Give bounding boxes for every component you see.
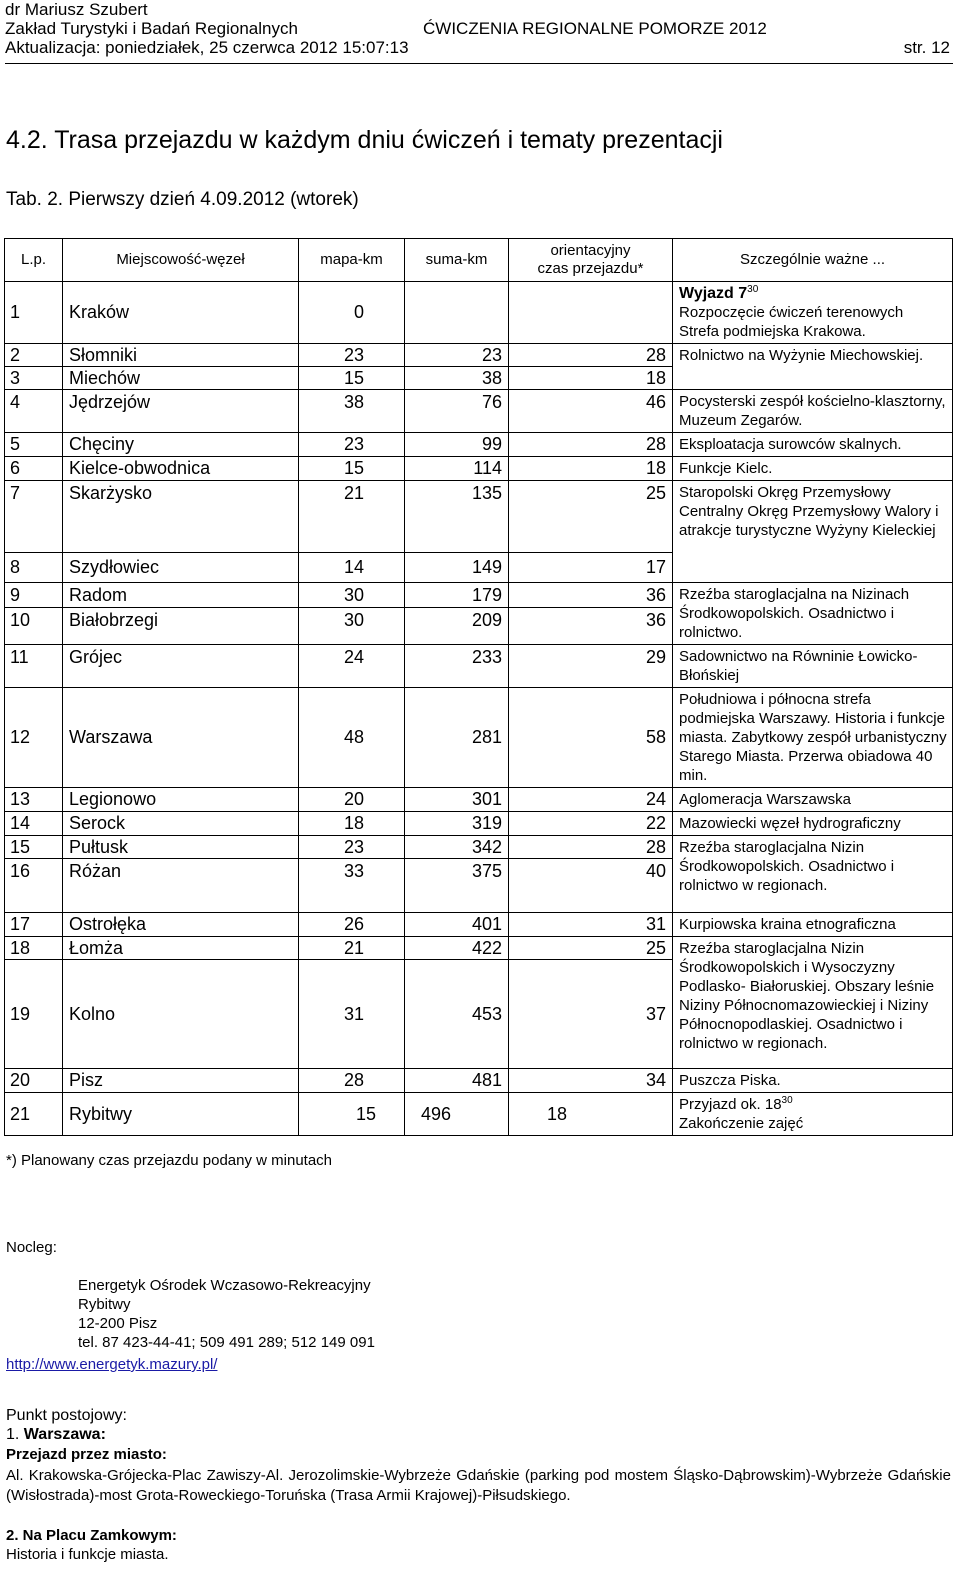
cell-note: Aglomeracja Warszawska	[673, 788, 953, 812]
cell-time: 22	[509, 812, 673, 836]
cell-place: Kolno	[63, 960, 299, 1069]
cell-sum-km: 149	[405, 553, 509, 583]
cell-time: 18	[509, 367, 673, 390]
cell-place: Grójec	[63, 645, 299, 688]
footnote: *) Planowany czas przejazdu podany w minutach	[6, 1152, 333, 1169]
stop-label: Punkt postojowy:	[6, 1407, 127, 1424]
cell-lp: 14	[5, 812, 63, 836]
cell-sum-km: 401	[405, 913, 509, 937]
cell-sum-km: 281	[405, 688, 509, 788]
update-timestamp: Aktualizacja: poniedziałek, 25 czerwca 2012 15:07:13	[5, 38, 409, 57]
lodging-label: Nocleg:	[6, 1239, 57, 1256]
cell-note	[673, 282, 953, 344]
table-row	[5, 937, 953, 960]
cell-lp: 13	[5, 788, 63, 812]
cell-lp: 20	[5, 1069, 63, 1093]
cell-lp: 2	[5, 344, 63, 367]
cell-sum-km: 38	[405, 367, 509, 390]
table-row	[5, 688, 953, 788]
col-header-lp: L.p.	[5, 239, 63, 282]
page-number: str. 12	[903, 38, 950, 57]
cell-time: 25	[509, 481, 673, 553]
cell-map-km: 33	[299, 859, 405, 913]
cell-time: 31	[509, 913, 673, 937]
cell-map-km: 23	[299, 836, 405, 859]
table-row	[5, 645, 953, 688]
cell-map-km: 30	[299, 608, 405, 645]
cell-sum-km: 76	[405, 390, 509, 433]
col-header-time-line1: orientacyjny	[550, 242, 631, 259]
cell-place: Legionowo	[63, 788, 299, 812]
route-table	[4, 238, 953, 1136]
cell-note: Sadownictwo na Równinie Łowicko-Błońskiej	[673, 645, 953, 688]
cell-sum-km: 301	[405, 788, 509, 812]
cell-time: 28	[509, 433, 673, 457]
cell-place: Miechów	[63, 367, 299, 390]
table-row	[5, 583, 953, 608]
cell-place: Szydłowiec	[63, 553, 299, 583]
stop-subheading: Przejazd przez miasto:	[6, 1446, 167, 1463]
cell-sum-km: 23	[405, 344, 509, 367]
cell-lp: 3	[5, 367, 63, 390]
cell-place: Skarżysko	[63, 481, 299, 553]
cell-note: Rzeźba staroglacjalna Nizin Środkowopolskich. Osadnictwo i rolnictwo w regionach.	[673, 836, 953, 913]
table-row	[5, 788, 953, 812]
cell-map-km: 38	[299, 390, 405, 433]
note-arrival-minutes: 30	[781, 1095, 793, 1106]
cell-map-km: 23	[299, 344, 405, 367]
cell-time: 28	[509, 836, 673, 859]
cell-map-km: 30	[299, 583, 405, 608]
cell-map-km: 21	[299, 937, 405, 960]
cell-lp: 18	[5, 937, 63, 960]
table-row	[5, 433, 953, 457]
cell-map-km: 28	[299, 1069, 405, 1093]
cell-lp: 19	[5, 960, 63, 1069]
cell-note: Południowa i północna strefa podmiejska Warszawy. Historia i funkcje miasta. Zabytkowy zespół urbanistyczny Starego Miasta. Przerwa obiadowa 40 min.	[673, 688, 953, 788]
table-row	[5, 1093, 953, 1136]
cell-place: Warszawa	[63, 688, 299, 788]
cell-place: Różan	[63, 859, 299, 913]
cell-lp: 5	[5, 433, 63, 457]
cell-lp: 4	[5, 390, 63, 433]
table-row	[5, 344, 953, 367]
cell-note: Funkcje Kielc.	[673, 457, 953, 481]
cell-sum-km: 114	[405, 457, 509, 481]
col-header-time-line2: czas przejazdu*	[537, 260, 644, 277]
cell-note: Mazowiecki węzeł hydrograficzny	[673, 812, 953, 836]
cell-lp: 10	[5, 608, 63, 645]
cell-place: Kielce-obwodnica	[63, 457, 299, 481]
cell-note: Staropolski Okręg Przemysłowy Centralny Okręg Przemysłowy Walory i atrakcje turystyczne Wyżyny Kieleckiej	[673, 481, 953, 583]
table-row	[5, 282, 953, 344]
cell-place: Ostrołęka	[63, 913, 299, 937]
table-row	[5, 457, 953, 481]
cell-place: Słomniki	[63, 344, 299, 367]
cell-sum-km: 233	[405, 645, 509, 688]
col-header-place: Miejscowość-węzeł	[63, 239, 299, 282]
cell-note: Puszcza Piska.	[673, 1069, 953, 1093]
cell-place: Łomża	[63, 937, 299, 960]
cell-lp: 6	[5, 457, 63, 481]
cell-note: Pocysterski zespół kościelno-klasztorny, Muzeum Zegarów.	[673, 390, 953, 433]
cell-note: Rzeźba staroglacjalna Nizin Środkowopolskich i Wysoczyzny Podlasko- Białoruskiej. Obszary leśnie Niziny Północnomazowieckiej i Niziny Północnopodlaskiej. Osadnictwo i rolnictwo w regionach.	[673, 937, 953, 1069]
cell-map-km: 15	[299, 1093, 405, 1136]
lodging-phone: tel. 87 423-44-41; 509 491 289; 512 149 091	[78, 1334, 375, 1351]
col-header-map-km: mapa-km	[299, 239, 405, 282]
page-header	[5, 0, 955, 57]
cell-time: 18	[509, 457, 673, 481]
cell-place: Białobrzegi	[63, 608, 299, 645]
cell-map-km: 14	[299, 553, 405, 583]
cell-sum-km: 453	[405, 960, 509, 1069]
castle-square-text: Historia i funkcje miasta.	[6, 1546, 169, 1563]
table-row	[5, 1069, 953, 1093]
header-divider	[5, 63, 953, 64]
cell-sum-km: 481	[405, 1069, 509, 1093]
cell-place: Radom	[63, 583, 299, 608]
col-header-notes: Szczególnie ważne ...	[673, 239, 953, 282]
cell-sum-km: 179	[405, 583, 509, 608]
cell-place: Pułtusk	[63, 836, 299, 859]
cell-map-km: 15	[299, 367, 405, 390]
cell-time: 36	[509, 583, 673, 608]
table-row	[5, 481, 953, 553]
note-arrival: Przyjazd ok. 18	[679, 1096, 782, 1113]
cell-lp: 11	[5, 645, 63, 688]
city-route-description: Al. Krakowska-Grójecka-Plac Zawiszy-Al. Jerozolimskie-Wybrzeże Gdańskie (parking pod mostem Śląsko-Dąbrowskim)-Wybrzeże Gdańskie (Wisłostrada)-most Grota-Roweckiego-Toruńska (Trasa Armii Krajowej)-Piłsudskiego.	[6, 1467, 951, 1504]
note-departure: Wyjazd 7	[679, 285, 748, 302]
cell-place: Rybitwy	[63, 1093, 299, 1136]
cell-lp: 15	[5, 836, 63, 859]
cell-lp: 17	[5, 913, 63, 937]
lodging-place: Rybitwy	[78, 1296, 131, 1313]
cell-lp: 7	[5, 481, 63, 553]
cell-note: Kurpiowska kraina etnograficzna	[673, 913, 953, 937]
cell-time: 25	[509, 937, 673, 960]
cell-sum-km	[405, 282, 509, 344]
note-end: Zakończenie zajęć	[679, 1115, 804, 1132]
cell-sum-km: 99	[405, 433, 509, 457]
cell-lp: 21	[5, 1093, 63, 1136]
cell-time	[509, 282, 673, 344]
cell-note: Rzeźba staroglacjalna na Nizinach Środkowopolskich. Osadnictwo i rolnictwo.	[673, 583, 953, 645]
table-header-row	[5, 239, 953, 282]
table-row	[5, 836, 953, 859]
cell-time: 58	[509, 688, 673, 788]
cell-time: 46	[509, 390, 673, 433]
note-departure-minutes: 30	[747, 284, 759, 295]
cell-sum-km: 319	[405, 812, 509, 836]
lodging-postal: 12-200 Pisz	[78, 1315, 158, 1332]
cell-map-km: 48	[299, 688, 405, 788]
cell-time: 17	[509, 553, 673, 583]
cell-map-km: 21	[299, 481, 405, 553]
cell-map-km: 24	[299, 645, 405, 688]
cell-map-km: 20	[299, 788, 405, 812]
cell-lp: 1	[5, 282, 63, 344]
cell-note	[673, 1093, 953, 1136]
stop-item-number: 1.	[6, 1426, 20, 1443]
cell-time: 29	[509, 645, 673, 688]
cell-sum-km: 135	[405, 481, 509, 553]
cell-note: Eksploatacja surowców skalnych.	[673, 433, 953, 457]
course-title: ĆWICZENIA REGIONALNE POMORZE 2012	[423, 19, 767, 38]
cell-map-km: 26	[299, 913, 405, 937]
cell-time: 40	[509, 859, 673, 913]
cell-sum-km: 496	[405, 1093, 509, 1136]
cell-lp: 16	[5, 859, 63, 913]
cell-place: Kraków	[63, 282, 299, 344]
cell-time: 24	[509, 788, 673, 812]
col-header-sum-km: suma-km	[405, 239, 509, 282]
cell-note: Rolnictwo na Wyżynie Miechowskiej.	[673, 344, 953, 390]
cell-sum-km: 375	[405, 859, 509, 913]
cell-lp: 8	[5, 553, 63, 583]
section-title: 4.2. Trasa przejazdu w każdym dniu ćwiczeń i tematy prezentacji	[6, 126, 723, 154]
cell-map-km: 18	[299, 812, 405, 836]
cell-time: 37	[509, 960, 673, 1069]
author-name: dr Mariusz Szubert	[5, 0, 148, 19]
table-row	[5, 812, 953, 836]
cell-time: 34	[509, 1069, 673, 1093]
cell-time: 18	[509, 1093, 673, 1136]
cell-sum-km: 342	[405, 836, 509, 859]
cell-place: Pisz	[63, 1069, 299, 1093]
lodging-address	[78, 1276, 375, 1352]
stop-item-name: Warszawa:	[23, 1426, 106, 1443]
cell-time: 36	[509, 608, 673, 645]
cell-map-km: 31	[299, 960, 405, 1069]
col-header-time	[509, 239, 673, 282]
cell-sum-km: 209	[405, 608, 509, 645]
cell-map-km: 23	[299, 433, 405, 457]
table-row	[5, 913, 953, 937]
castle-square-title: 2. Na Placu Zamkowym:	[6, 1527, 177, 1544]
cell-lp: 12	[5, 688, 63, 788]
note-start: Rozpoczęcie ćwiczeń terenowych	[679, 304, 904, 321]
cell-place: Serock	[63, 812, 299, 836]
cell-map-km: 15	[299, 457, 405, 481]
department-name: Zakład Turystyki i Badań Regionalnych	[5, 19, 298, 38]
cell-sum-km: 422	[405, 937, 509, 960]
cell-map-km: 0	[299, 282, 405, 344]
lodging-website-link[interactable]: http://www.energetyk.mazury.pl/	[6, 1356, 218, 1373]
table-caption: Tab. 2. Pierwszy dzień 4.09.2012 (wtorek)	[6, 189, 359, 210]
table-row	[5, 390, 953, 433]
cell-time: 28	[509, 344, 673, 367]
cell-place: Jędrzejów	[63, 390, 299, 433]
cell-place: Chęciny	[63, 433, 299, 457]
note-suburbs-krakow: Strefa podmiejska Krakowa.	[679, 323, 866, 340]
lodging-name: Energetyk Ośrodek Wczasowo-Rekreacyjny	[78, 1277, 371, 1294]
stop-item	[6, 1425, 106, 1444]
cell-lp: 9	[5, 583, 63, 608]
